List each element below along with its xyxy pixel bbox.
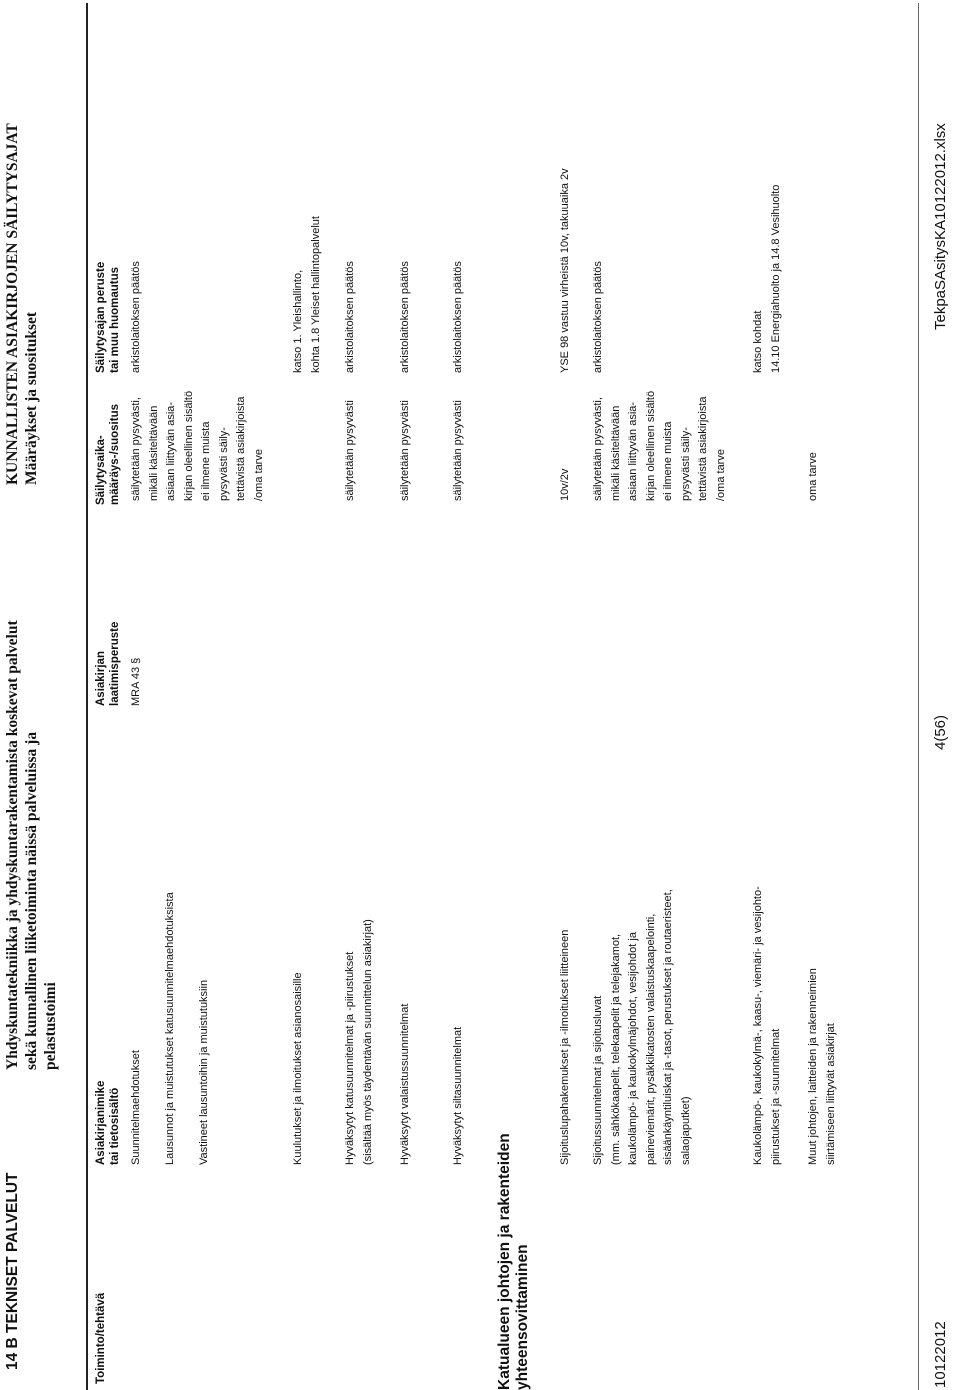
record-cell: Vastineet lausuntoihin ja muistutuksiin [198, 979, 210, 1165]
reason-cell [750, 185, 785, 373]
period-line: mikäli käsiteltävään [609, 405, 622, 501]
section-heading [496, 1133, 532, 1390]
basis-cell: MRA 43 § [130, 657, 142, 706]
period-line: tettävistä asiakirjoista [235, 396, 247, 501]
record-cell: Sijoitussuunnitelmat ja sijoitusluvat [592, 995, 604, 1165]
table-row [290, 972, 308, 1165]
period-line: asiaan liittyvän asia- [627, 401, 639, 501]
reason-line: 14.10 Energiahuolto ja 14.8 Vesihuolto [769, 184, 782, 373]
period-line: mikäli käsiteltävään [147, 405, 160, 501]
record-cell: paineviemärit, pysäkkikatosten valaistuskaapelointi, [644, 913, 657, 1165]
col-reason [94, 262, 122, 373]
braced-period-cell [128, 391, 268, 501]
record-cell: Lausunnot ja muistutukset katusuunnitelmaehdotuksista [164, 892, 176, 1165]
document-subtitle: Määräykset ja suositukset [23, 311, 40, 485]
table-row [450, 1027, 468, 1165]
record-cell: (sisältää myös täydentävän suunnittelun asiakirjat) [361, 919, 374, 1165]
reason-line: kohta 1.8 Yleiset hallintopalvelut [309, 216, 322, 373]
record-cell: kaukolämpö- ja kaukokylmäjohdot, vesijohdot ja [627, 932, 639, 1165]
description-line: Yhdyskuntatekniikka ja yhdyskuntarakentamista koskevat palvelut [4, 620, 21, 1070]
col-period [94, 404, 122, 505]
record-cell: sisäänkäyntiluiskat ja -tasot, perustukset ja routaeristeet, [662, 889, 674, 1165]
period-cell [590, 391, 730, 501]
record-cell: (mm. sähkökaapelit, telekaapelit ja telejakamot, [609, 933, 622, 1165]
record-cell: salaojaputket) [679, 1096, 692, 1165]
period-cell: säilytetään pysyvästi [344, 400, 356, 501]
table-row [162, 892, 180, 1165]
reason-cell: arkistolaitoksen päätös [399, 261, 411, 373]
reason-cell: arkistolaitoksen päätös [344, 261, 356, 373]
col-reason-line: tai muu huomautus [109, 266, 121, 373]
department-description [3, 620, 60, 1070]
col-task: Toiminto/tehtävä [95, 1292, 107, 1384]
record-cell: Hyväksytyt valaistussuunnitelmat [399, 1003, 411, 1165]
header-rule [86, 3, 88, 1390]
reason-cell [290, 216, 325, 373]
record-cell: piirustukset ja -suunnitelmat [769, 1028, 782, 1165]
col-basis-line: Asiakirjan [95, 651, 107, 706]
col-reason-line: Säilytysajan peruste [95, 261, 107, 373]
record-cell: Suunnitelmaehdotukset [130, 1050, 142, 1165]
reason-cell: arkistolaitoksen päätös [452, 261, 464, 373]
record-cell: Hyväksytyt siltasuunnitelmat [452, 1026, 464, 1165]
description-line: sekä kunnallinen liiketoiminta näissä palveluissa ja [23, 731, 40, 1070]
col-basis [94, 622, 122, 706]
description-line: pelastustoimi [42, 982, 59, 1070]
footer-rule [918, 3, 919, 1390]
footer-filename: TekpaSAsitysKA10122012.xlsx [932, 123, 949, 330]
period-line: säilytetään pysyvästi, [592, 397, 604, 501]
period-line: tettävistä asiakirjoista [697, 396, 709, 501]
record-cell: Sijoituslupahakemukset ja -ilmoitukset liitteineen [559, 929, 571, 1165]
reason-cell: arkistolaitoksen päätös [130, 261, 142, 373]
period-cell: säilytetään pysyvästi [399, 400, 411, 501]
period-cell: säilytetään pysyvästi [452, 400, 464, 501]
reason-cell: YSE 98 vastuu virheistä 10v, takuuaika 2v [559, 168, 571, 373]
record-cell: Hyväksytyt katusuunnitelmat ja -piirustukset [344, 951, 356, 1165]
footer-date: 10122012 [932, 1321, 949, 1388]
document-title-block [3, 123, 41, 485]
table-row [805, 968, 840, 1165]
period-line: säilytetään pysyvästi, [130, 397, 142, 501]
record-cell: Kaukolämpö-, kaukokylmä-, kaasu-, viemäri- ja vesijohto- [752, 886, 764, 1165]
reason-cell: arkistolaitoksen päätös [592, 261, 604, 373]
table-row [128, 1050, 146, 1165]
table-row [196, 980, 214, 1165]
record-cell: Muut johtojen, laitteiden ja rakenneimien [807, 968, 819, 1165]
period-line: kirjan oleellinen sisältö [644, 390, 657, 501]
table-row [557, 930, 575, 1165]
record-cell: siirtämiseen liittyvät asiakirjat [824, 1023, 837, 1165]
period-cell: 10v/2v [559, 468, 571, 501]
table-row [342, 919, 377, 1165]
col-record-line: Asiakirjanimike [95, 1080, 107, 1165]
period-line: pysyvästi säily- [217, 427, 230, 501]
col-period-line: määräys-/suositus [109, 404, 121, 505]
record-cell: Kuulutukset ja ilmoitukset asianosaisille [292, 972, 304, 1165]
table-row [750, 886, 785, 1165]
period-line: /oma tarve [714, 449, 727, 501]
col-record-line: tai tietosisältö [109, 1087, 121, 1165]
col-basis-line: laatimisperuste [109, 621, 121, 706]
table-row [397, 1004, 415, 1165]
period-line: /oma tarve [252, 449, 265, 501]
table-row [590, 889, 695, 1165]
section-title-line: Katualueen johtojen ja rakenteiden [496, 1133, 513, 1390]
col-period-line: Säilytysaika- [95, 435, 107, 505]
page-number: 4(56) [932, 714, 949, 750]
period-line: asiaan liittyvän asia- [165, 401, 177, 501]
section-title-line: yhteensovittaminen [514, 1244, 531, 1390]
period-line: pysyvästi säily- [679, 427, 692, 501]
period-line: ei ilmene muista [200, 421, 212, 501]
reason-line: katso kohdat [752, 310, 764, 373]
period-line: kirjan oleellinen sisältö [182, 390, 195, 501]
document-title: KUNNALLISTEN ASIAKIRJOJEN SÄILYTYSAJAT [4, 123, 21, 485]
col-record [94, 1081, 122, 1165]
department-title: 14 B TEKNISET PALVELUT [4, 1172, 21, 1370]
reason-line: katso 1. Yleishallinto, [292, 269, 304, 373]
period-cell: oma tarve [807, 452, 819, 501]
period-line: ei ilmene muista [662, 421, 674, 501]
